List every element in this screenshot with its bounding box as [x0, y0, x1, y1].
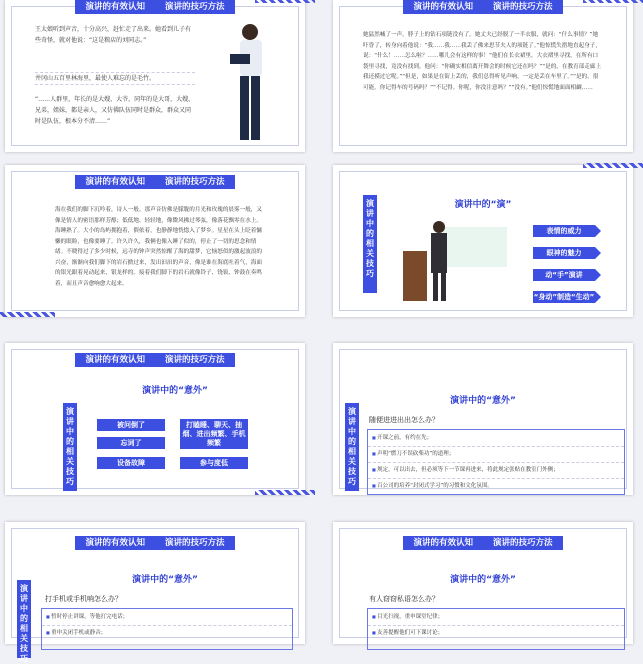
- question-text: 有人窃窃私语怎么办？: [369, 595, 439, 603]
- slide-header: [5, 175, 305, 189]
- text-paragraph: “……人群里，年长的是大嫂，大爷，同年的是大哥，大嫂，兄弟，姐妹，都是亲人，又仿佛队伍同时是群众，群众又同时是队伍，根本分不清……”: [35, 96, 195, 125]
- tab-effective-cognition[interactable]: 演讲的有效认知: [75, 0, 155, 14]
- tab-skill-method[interactable]: 演讲的技巧方法: [483, 0, 563, 14]
- tab-effective-cognition[interactable]: 演讲的有效认知: [75, 175, 155, 189]
- tab-effective-cognition[interactable]: 演讲的有效认知: [403, 536, 483, 550]
- slide-3[interactable]: [5, 165, 305, 317]
- list-item: ■ 百公司的培养“封闭式学习”的习惯和文化氛围。: [368, 478, 624, 494]
- slide-title: 演讲中的“意外”: [142, 386, 208, 396]
- question-text: 随便进进出出怎么办？: [369, 416, 439, 424]
- section-side-title: 演讲中的相关技巧: [345, 403, 359, 491]
- text-paragraph: 海在我们的脚下沉吟着，诗人一般。那声音仿佛是朦胧的月光和玫瑰的晨雾一般，又像是情人的密语那样芳醇；低低地、轻轻地，像微风拂过琴弦，像落花飘零在水上。海睡熟了。大小的岛屿拥抱着，偎依着，也静静地恍惚入了梦乡。星星在头上眨着慵懒的眼睑，也像要睡了。许久许久，我俩也像入睡了似的，停止了一切的思念和情绪。不晓得过了多少时候，远寺的钟声突然惊醒了海的甜梦，它恼怒似的激起波浪的兴奋，渐渐向我们脚下的岩石掀过来，发出汩汩的声音，像是谁在海底吐着气，海面的银光跟着晃动起来，银龙样的。接着我们脚下的岩石就像铃子、铙钹、钟鼓在奏鸣着，而且声音愈响愈大起来。: [55, 207, 262, 287]
- item-disturbance[interactable]: 打瞌睡、聊天、抽烟、进出频繁、手机频繁: [180, 419, 248, 449]
- decor-stripe: [583, 0, 643, 3]
- slide-8[interactable]: [333, 522, 633, 644]
- slide-6[interactable]: [333, 343, 633, 495]
- tab-skill-method[interactable]: 演讲的技巧方法: [155, 353, 235, 367]
- item-body-movement[interactable]: “身动”制造“生动”: [533, 293, 595, 301]
- answer-list: [367, 429, 625, 495]
- answer-list: [41, 608, 293, 650]
- slide-header: [333, 536, 633, 550]
- item-eye-contact[interactable]: 眼神的魅力: [533, 247, 595, 259]
- item-forgot-words[interactable]: 忘词了: [97, 437, 165, 449]
- slide-5[interactable]: [5, 343, 305, 495]
- tab-effective-cognition[interactable]: 演讲的有效认知: [75, 536, 155, 550]
- decor-stripe: [255, 0, 315, 3]
- list-item: ■ 规定，可以出去，但必须等下一节课再进来，将此规定张贴在教室门外侧；: [368, 462, 624, 479]
- slide-header: [5, 353, 305, 367]
- text-paragraph: 王太娘听到声音，十分高兴，赶忙走了出来。她看到儿子有些奇怪，就对他说：“这是粮店的刘同志。”: [35, 26, 192, 44]
- list-item: ■ 暂时停止讲课，等他打完电话；: [42, 609, 292, 626]
- section-side-title: 演讲中的相关技巧: [63, 403, 77, 491]
- section-side-title: 演讲中的相关技巧: [17, 580, 31, 658]
- slide-1[interactable]: [5, 0, 305, 152]
- text-paragraph: 她猛然喊了一声，脖子上的钻石项链没有了。她丈夫已经脱了一半衣服，就问：“什么事情？”她吓昏了，转身向着他说：“我……我……我丢了佛来思节夫人的项链了。”他惊慌失措地直起身子，说：“什么！……怎么啦？……哪儿会有这样的事！”他们在长衣裙里，大衣褶里寻找，在所有口袋里寻找，竟没有找到。他问：“你确实相信离开舞会的时候它还在吗？”“是的，在教育部走廊上我还摸过它呢。”“但是，如果是在街上丢的，我们总得听见声响。一定是丢在车里了。”“是的，很可能。你记得车的号码吗？”“不记得。你呢，你没注意吗？”“没有。”他们惊慌地面面相觑……: [363, 32, 602, 91]
- item-equipment-failure[interactable]: 设备故障: [97, 457, 165, 469]
- section-side-title: 演讲中的相关技巧: [363, 195, 377, 293]
- item-hand-gesture[interactable]: 动“手”演讲: [533, 269, 595, 281]
- slide-title: 演讲中的“意外”: [450, 575, 516, 585]
- tab-effective-cognition[interactable]: 演讲的有效认知: [403, 0, 483, 14]
- slide-title: 演讲中的“演”: [454, 200, 512, 210]
- list-item: ■ 开课之前，有约在先；: [368, 430, 624, 447]
- tab-skill-method[interactable]: 演讲的技巧方法: [155, 0, 235, 14]
- item-low-participation[interactable]: 参与度低: [180, 457, 248, 469]
- text-paragraph: 井冈山五百里林海里，最使人难忘的是毛竹。: [35, 72, 195, 85]
- answer-list: [367, 608, 625, 650]
- decor-stripe: [583, 163, 643, 168]
- speaker-podium-icon: [403, 217, 513, 307]
- decor-stripe: [255, 490, 315, 495]
- slide-title: 演讲中的“意外”: [450, 396, 516, 406]
- tab-skill-method[interactable]: 演讲的技巧方法: [155, 175, 235, 189]
- question-text: 打手机或手机响怎么办？: [45, 595, 122, 603]
- tab-skill-method[interactable]: 演讲的技巧方法: [483, 536, 563, 550]
- list-item: ■ 重申关闭手机或静音；: [42, 625, 292, 641]
- tab-effective-cognition[interactable]: 演讲的有效认知: [75, 353, 155, 367]
- slide-2[interactable]: [333, 0, 633, 152]
- tab-skill-method[interactable]: 演讲的技巧方法: [155, 536, 235, 550]
- list-item: ■ 目光扫视，重申课堂纪律；: [368, 609, 624, 626]
- teacher-figure-icon: [220, 20, 280, 148]
- item-expression[interactable]: 表情的威力: [533, 225, 595, 237]
- list-item: ■ 声明“燃刀不误砍柴功”的道理；: [368, 446, 624, 463]
- item-asked-down[interactable]: 被问倒了: [97, 419, 165, 431]
- slide-4[interactable]: [333, 165, 633, 317]
- slide-title: 演讲中的“意外”: [132, 575, 198, 585]
- slide-header: [5, 536, 305, 550]
- list-item: ■ 友善提醒他们可下课讨论；: [368, 625, 624, 641]
- slide-7[interactable]: [5, 522, 305, 663]
- decor-stripe: [0, 312, 55, 317]
